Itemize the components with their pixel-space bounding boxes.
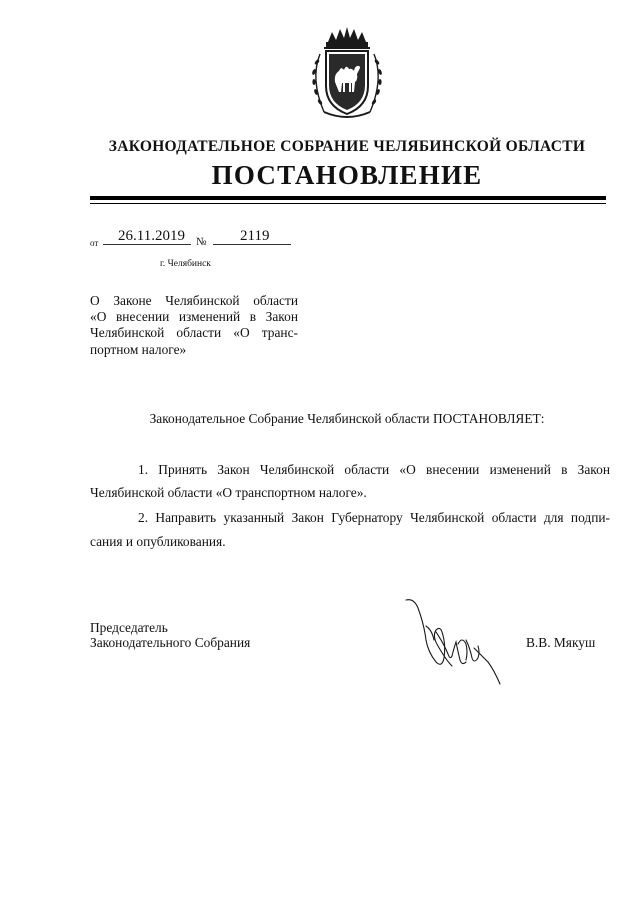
document-number: 2119 <box>240 228 270 244</box>
number-prefix-label: № <box>196 236 207 248</box>
subject-line: портном налоге» <box>90 341 187 357</box>
decree-item-2-line: сания и опубликования. <box>90 534 226 549</box>
signer-title: Председатель <box>90 620 168 635</box>
signer-title: Законодательного Собрания <box>90 635 251 650</box>
document-type-title: ПОСТАНОВЛЕНИЕ <box>211 160 483 190</box>
city-label: г. Челябинск <box>160 259 211 269</box>
decree-item-1-line: Челябинской области «О транспортном налоге». <box>90 485 367 500</box>
decree-intro: Законодательное Собрание Челябинской области ПОСТАНОВЛЯЕТ: <box>149 411 545 426</box>
date-prefix-label: от <box>90 238 99 248</box>
subject-line: Челябинской области «О транс- <box>90 325 298 341</box>
organization-name: ЗАКОНОДАТЕЛЬНОЕ СОБРАНИЕ ЧЕЛЯБИНСКОЙ ОБЛАСТИ <box>108 138 586 155</box>
subject-line: О Законе Челябинской области <box>90 293 298 308</box>
decree-item-2-line: 2. Направить указанный Закон Губернатору Челябинской области для подпи- <box>138 510 610 525</box>
handwritten-signature-icon <box>396 596 508 688</box>
header-divider-thick <box>90 196 606 200</box>
header-divider-thin <box>90 203 606 204</box>
document-date: 26.11.2019 <box>118 228 185 244</box>
document-subject <box>90 293 298 358</box>
signer-name: В.В. Мякуш <box>526 635 596 650</box>
decree-item-1-line: 1. Принять Закон Челябинской области «О внесении изменений в Закон <box>138 462 610 477</box>
subject-line: «О внесении изменений в Закон <box>90 309 298 325</box>
coat-of-arms-icon <box>306 24 388 122</box>
